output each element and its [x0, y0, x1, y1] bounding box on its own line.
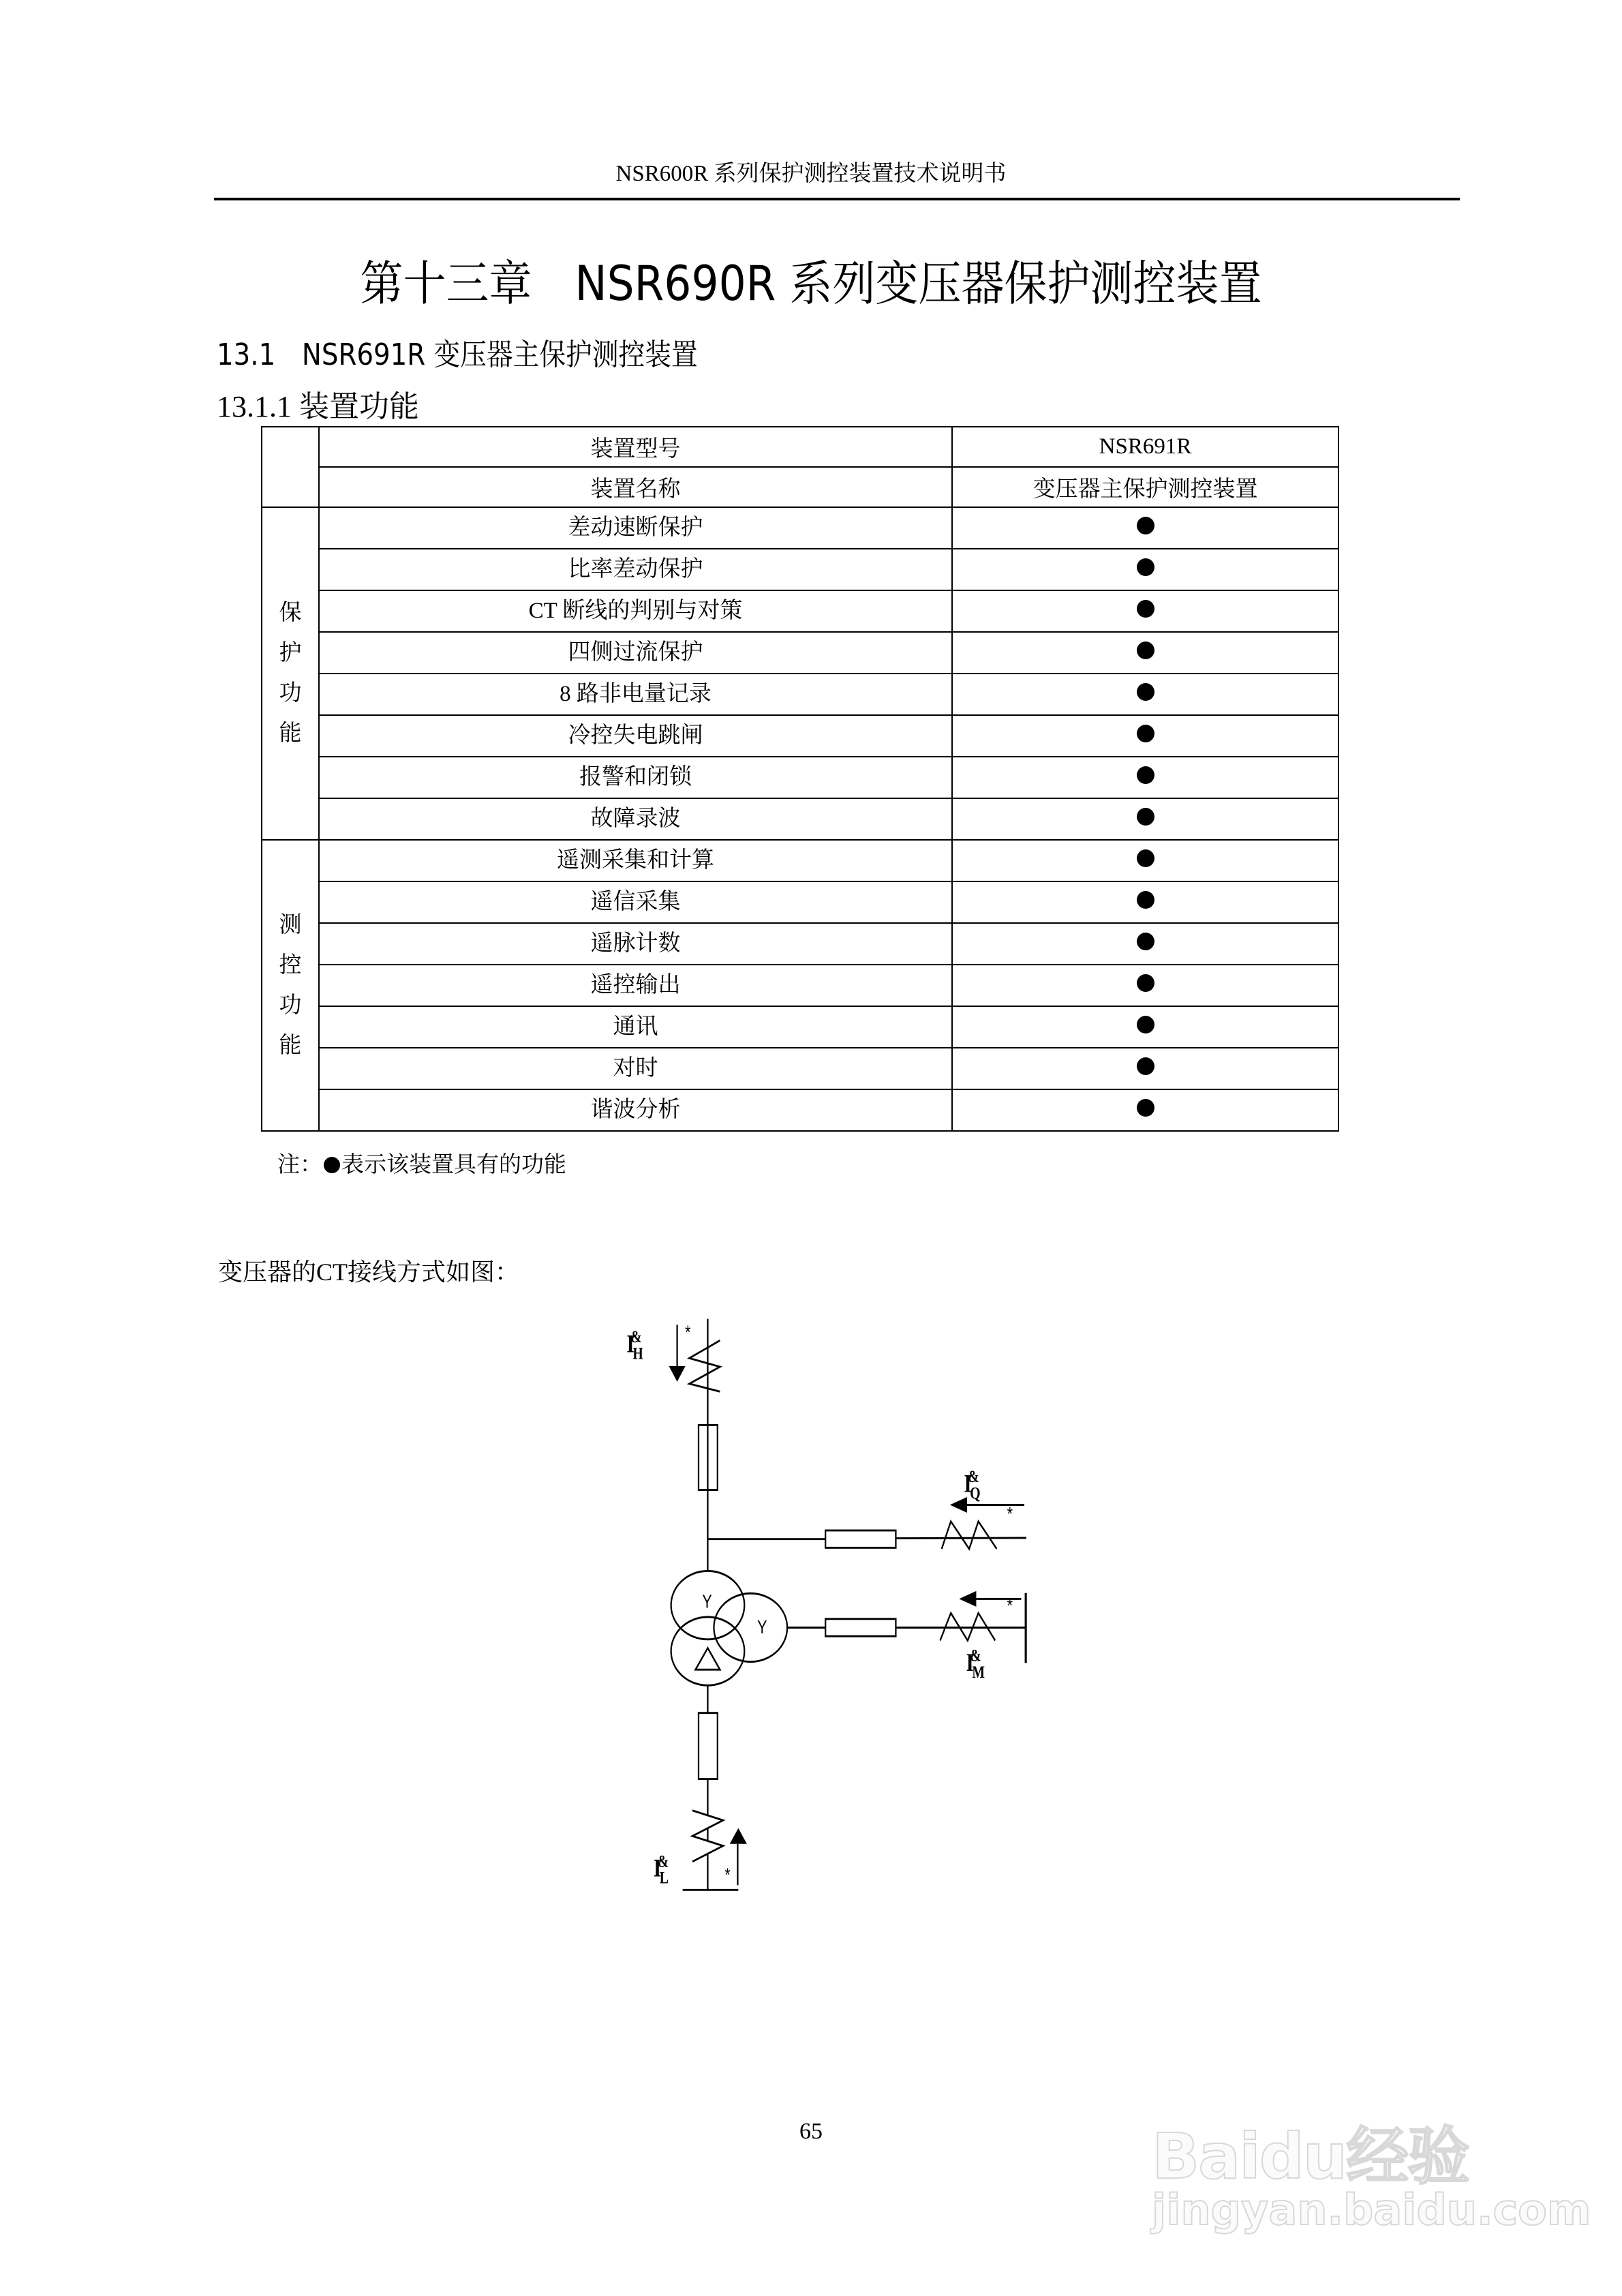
section-number: 13.1	[217, 337, 276, 372]
supported-dot-icon	[1137, 1057, 1154, 1075]
winding-y1-label: Y	[702, 1592, 712, 1613]
function-supported-cell	[952, 965, 1338, 1006]
winding-delta	[671, 1617, 745, 1685]
ct-caption: 变压器的CT接线方式如图：	[218, 1258, 520, 1286]
subsection-heading	[217, 382, 419, 425]
function-supported-cell	[952, 881, 1338, 923]
function-supported-cell	[952, 1006, 1338, 1048]
supported-dot-icon	[1137, 974, 1154, 992]
ct-h-coil	[690, 1340, 720, 1391]
supported-dot-icon	[1137, 725, 1154, 742]
delta-symbol	[696, 1648, 720, 1670]
function-table	[261, 426, 1339, 1132]
supported-dot-icon	[1137, 1099, 1154, 1117]
table-row	[262, 1006, 1338, 1048]
table-row	[262, 965, 1338, 1006]
winding-y2-label: Y	[757, 1617, 767, 1638]
table-row	[262, 798, 1338, 840]
running-header: NSR600R 系列保护测控装置技术说明书	[615, 162, 1007, 186]
function-name: 遥信采集	[319, 881, 952, 923]
table-note	[277, 1147, 566, 1179]
polarity-mark-m: *	[1007, 1595, 1013, 1617]
function-supported-cell	[952, 674, 1338, 715]
table-row	[262, 881, 1338, 923]
name-value: 变压器主保护测控装置	[952, 467, 1338, 507]
function-supported-cell	[952, 757, 1338, 798]
bullet-dot-icon	[324, 1157, 340, 1173]
ct-wiring-diagram	[579, 1295, 1056, 1909]
note-prefix: 注：	[277, 1153, 322, 1177]
header-rule	[214, 198, 1460, 200]
corner-cell	[262, 427, 319, 507]
supported-dot-icon	[1137, 1016, 1154, 1033]
section-title: NSR691R 变压器主保护测控装置	[301, 337, 698, 372]
page-number: 65	[799, 2119, 823, 2144]
function-supported-cell	[952, 923, 1338, 965]
resistor-l	[699, 1713, 718, 1779]
table-row	[262, 1048, 1338, 1089]
resistor-q	[825, 1530, 896, 1547]
function-supported-cell	[952, 798, 1338, 840]
table-row	[262, 590, 1338, 632]
function-name: 遥脉计数	[319, 923, 952, 965]
group-control-label	[262, 840, 319, 1131]
function-supported-cell	[952, 840, 1338, 881]
function-supported-cell	[952, 549, 1338, 590]
supported-dot-icon	[1137, 558, 1154, 576]
chapter-title: 第十三章 NSR690R 系列变压器保护测控装置	[360, 256, 1262, 312]
function-supported-cell	[952, 507, 1338, 549]
model-label: 装置型号	[319, 427, 952, 467]
current-label-l: I& L	[654, 1851, 669, 1888]
group-label-text: 保护功能	[279, 601, 302, 746]
table-row	[262, 632, 1338, 674]
baidu-watermark	[1152, 2059, 1591, 2250]
function-name: 比率差动保护	[319, 549, 952, 590]
current-label-m: I& M	[966, 1646, 985, 1682]
function-name: 对时	[319, 1048, 952, 1089]
supported-dot-icon	[1137, 600, 1154, 618]
function-supported-cell	[952, 1048, 1338, 1089]
arrow-m-icon	[959, 1591, 976, 1607]
watermark-url: jingyan.baidu.com	[1152, 2185, 1591, 2235]
supported-dot-icon	[1137, 933, 1154, 950]
polarity-mark-h: *	[685, 1323, 691, 1344]
supported-dot-icon	[1137, 849, 1154, 867]
table-row	[262, 923, 1338, 965]
current-label-h: I& H	[626, 1327, 643, 1363]
subsection-title: 装置功能	[299, 389, 419, 424]
table-row	[262, 507, 1338, 549]
function-name: 通讯	[319, 1006, 952, 1048]
function-supported-cell	[952, 632, 1338, 674]
function-name: 故障录波	[319, 798, 952, 840]
table-row	[262, 715, 1338, 757]
supported-dot-icon	[1137, 766, 1154, 784]
table-row	[262, 467, 1338, 507]
polarity-mark-l: *	[724, 1865, 731, 1886]
function-name: 冷控失电跳闸	[319, 715, 952, 757]
group-protection-label	[262, 507, 319, 840]
function-name: 遥控输出	[319, 965, 952, 1006]
table-row	[262, 427, 1338, 467]
function-name: 8 路非电量记录	[319, 674, 952, 715]
table-row	[262, 840, 1338, 881]
function-supported-cell	[952, 1089, 1338, 1131]
function-name: 差动速断保护	[319, 507, 952, 549]
supported-dot-icon	[1137, 891, 1154, 909]
supported-dot-icon	[1137, 683, 1154, 701]
function-supported-cell	[952, 715, 1338, 757]
arrow-q-icon	[950, 1497, 967, 1513]
function-name: 谐波分析	[319, 1089, 952, 1131]
function-name: 遥测采集和计算	[319, 840, 952, 881]
arrow-l-icon	[730, 1828, 747, 1844]
function-supported-cell	[952, 590, 1338, 632]
model-value: NSR691R	[952, 427, 1338, 467]
winding-y-mid	[714, 1593, 787, 1661]
ct-q-coil	[942, 1522, 997, 1549]
supported-dot-icon	[1137, 641, 1154, 659]
supported-dot-icon	[1137, 517, 1154, 534]
section-heading	[217, 330, 698, 374]
supported-dot-icon	[1137, 808, 1154, 826]
polarity-mark-q: *	[1007, 1504, 1013, 1525]
note-text: 表示该装置具有的功能	[341, 1153, 566, 1177]
watermark-logo: Baidu经验	[1152, 2120, 1469, 2193]
resistor-m	[825, 1619, 896, 1636]
table-row	[262, 1089, 1338, 1131]
table-row	[262, 549, 1338, 590]
subsection-number: 13.1.1	[217, 390, 292, 423]
current-label-q: I& Q	[964, 1466, 981, 1502]
name-label: 装置名称	[319, 467, 952, 507]
function-name: 四侧过流保护	[319, 632, 952, 674]
group-label-text: 测控功能	[279, 912, 302, 1058]
function-name: CT 断线的判别与对策	[319, 590, 952, 632]
function-name: 报警和闭锁	[319, 757, 952, 798]
arrow-h-icon	[669, 1366, 685, 1382]
table-row	[262, 674, 1338, 715]
table-row	[262, 757, 1338, 798]
